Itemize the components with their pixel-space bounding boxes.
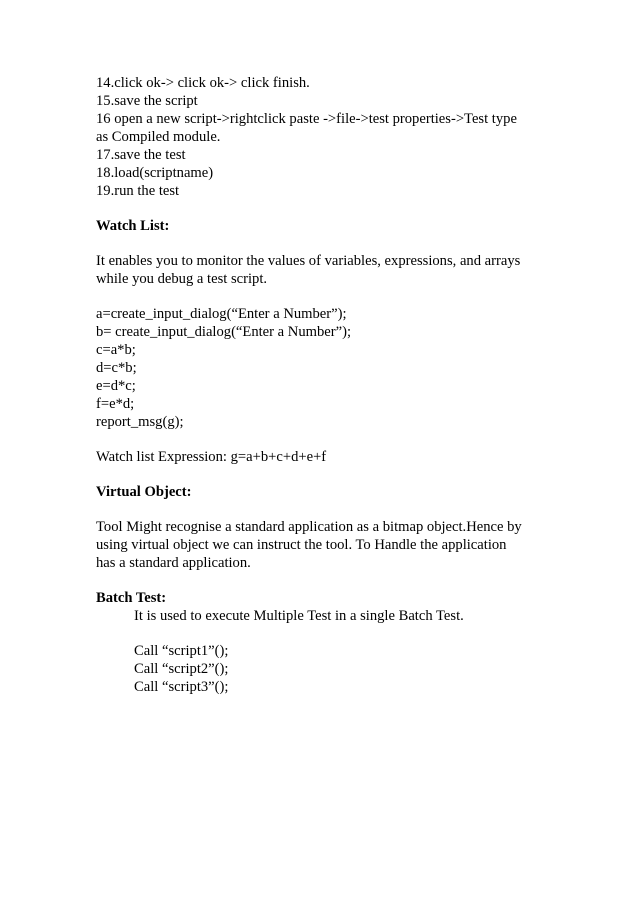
code-line: a=create_input_dialog(“Enter a Number”); [96,306,347,322]
page-content [96,74,566,696]
spacer [96,466,566,483]
step-line: 19.run the test [96,183,180,199]
code-line: e=d*c; [96,378,136,394]
step-line: 15.save the script [96,93,198,109]
call-line: Call “script2”(); [134,661,229,677]
paragraph-line: using virtual object we can instruct the tool. To Handle the application [96,537,507,553]
batch-test-heading: Batch Test: [96,590,167,606]
paragraph-line: Tool Might recognise a standard application as a bitmap object.Hence by [96,519,522,535]
spacer [96,431,566,448]
paragraph-line: has a standard application. [96,555,251,571]
batch-test-calls [96,642,566,696]
call-line: Call “script3”(); [134,679,229,695]
spacer [96,572,566,589]
watch-list-heading: Watch List: [96,218,170,234]
spacer [96,200,566,217]
spacer [96,235,566,252]
step-line: 16 open a new script->rightclick paste ->file->test properties->Test type [96,111,517,127]
code-line: f=e*d; [96,396,135,412]
steps-list [96,74,566,200]
step-line: 17.save the test [96,147,186,163]
watch-list-description [96,252,566,288]
code-line: b= create_input_dialog(“Enter a Number”); [96,324,351,340]
spacer [96,288,566,305]
spacer [96,501,566,518]
code-line: c=a*b; [96,342,136,358]
virtual-object-description [96,518,566,572]
virtual-object-heading: Virtual Object: [96,484,192,500]
call-line: Call “script1”(); [134,643,229,659]
code-line: d=c*b; [96,360,137,376]
code-line: report_msg(g); [96,414,184,430]
step-line: 14.click ok-> click ok-> click finish. [96,75,310,91]
watch-list-code [96,305,566,431]
spacer [96,625,566,642]
step-line: as Compiled module. [96,129,221,145]
paragraph-line: while you debug a test script. [96,271,268,287]
paragraph-line: It enables you to monitor the values of variables, expressions, and arrays [96,253,521,269]
watch-list-expression: Watch list Expression: g=a+b+c+d+e+f [96,449,327,465]
batch-test-description: It is used to execute Multiple Test in a single Batch Test. [134,608,464,624]
step-line: 18.load(scriptname) [96,165,214,181]
